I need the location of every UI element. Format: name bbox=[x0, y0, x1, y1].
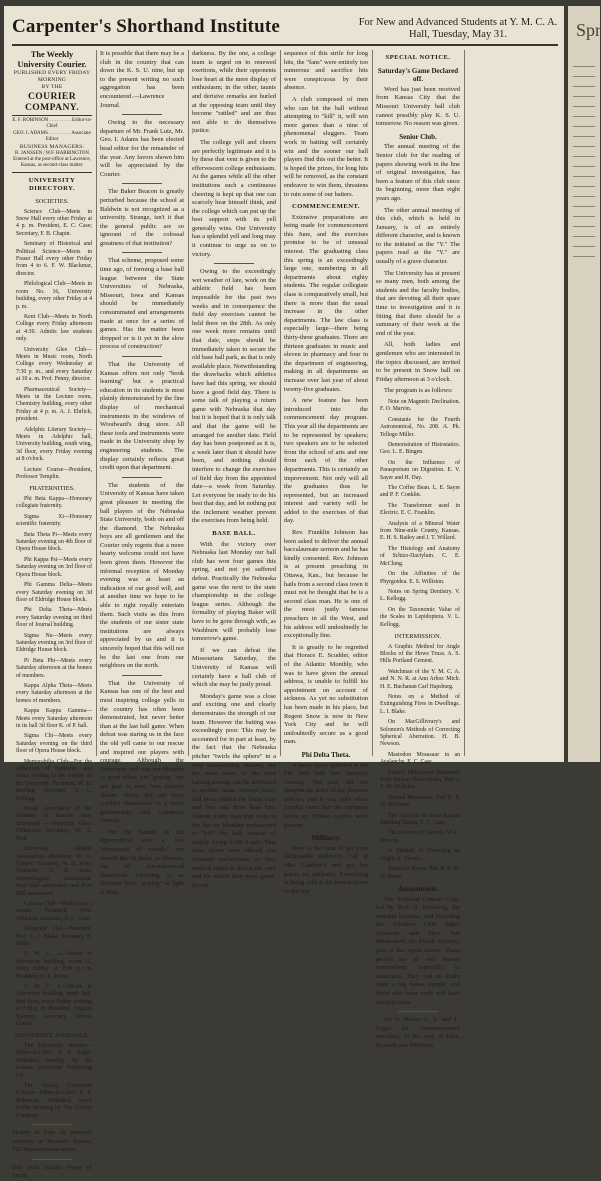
text-line bbox=[573, 66, 595, 67]
divider bbox=[122, 252, 162, 253]
intermission-heading: INTERMISSION. bbox=[394, 632, 442, 640]
divider bbox=[122, 675, 162, 676]
text-line bbox=[573, 186, 595, 187]
article-paragraph: The annual meeting of the Senior club for the reading of papers showing work in the line of original investigation, has been a feature of this club since its beginning, more than eight years ago. bbox=[376, 143, 460, 202]
text-line bbox=[573, 136, 595, 137]
article-paragraph: Extensive preparations are being made for commencement this June, and the exercises promise to be of unusual interest. The graduating class this spring is an exceedingly large one, numbering in all departments about eighty students. The regular collegiate class is comparatively small, but there is more than the usual increase in the other departments. The law class is especially large—there being thirty-three graduates. There are thirteen graduates in music and eleven in pharmacy and four in the department of engineering, making in all departments an increase over last year of about twenty-five graduates. bbox=[284, 213, 368, 393]
nameplate-title: The Weekly University Courier. bbox=[17, 50, 87, 69]
list-item: Lecture Course—President, Professor Templin. bbox=[16, 466, 92, 481]
list-item: Seminary of Historical and Political Science—Meets in Fraser Hall every other Friday from 4 to 6. F. W. Blackmar, director. bbox=[16, 241, 92, 277]
text-line bbox=[573, 106, 595, 107]
editorial-paragraph: Owing to the exceedingly wet weather of late, work on the athletic field has been impossible for the past two weeks and in consequence the field day exercises cannot be held there on the 28th. As only one week more remains until that date, steps should be immediately taken to secure the old base ball park, as that is only available place. Notwithstanding the drawbacks which athletics have had this spring, we should have a good field day. There is some talk of playing a return game with Nebraska that day but it is hoped that it is only talk and that the game will be arranged for another date. Field day has been postponed as it is, a week later than it should have been, and nothing should interfere to change the exercises of field day from the appointed date—a week from Saturday. Let everyone be ready to do his best that day, and let nothing put the inclement weather prevent the exercises from being held. bbox=[192, 268, 276, 525]
list-item: Kappa Alpha Theta—Meets every Saturday afternoon at the homes of members. bbox=[16, 682, 92, 704]
column-rule bbox=[188, 50, 189, 756]
divider bbox=[12, 115, 92, 116]
list-item: Sigma Xi—Honorary scientific fraternity. bbox=[16, 513, 92, 528]
divider bbox=[122, 183, 162, 184]
list-item: Phi Kappa Psi—Meets every Saturday evening on 3rd floor of Opera House block. bbox=[16, 556, 92, 578]
business-heading: BUSINESS MANAGERS: bbox=[19, 143, 85, 150]
tagline-line-2: Hall, Tuesday, May 31. bbox=[409, 29, 507, 40]
phi-delta-heading: Phi Delta Theta. bbox=[301, 750, 351, 759]
business-managers: R. JANSSEN | W.F. HARRINGTON bbox=[15, 150, 89, 156]
article-paragraph: Go to Misses L. E. and L. Engel for commencement novelties, in the way of Hats, Bonnets and Millinery. bbox=[376, 1016, 460, 1049]
program-item: On the Taxonomic Value of the Scales in Lepidoptera. V. L. Kellogg. bbox=[380, 606, 460, 628]
list-item: University Glee Club—Meets in Music room, North College every Wednesday at 7:30 p. m., and every Saturday at 10 a. m. Prof. Penny, director. bbox=[16, 346, 92, 383]
text-line bbox=[573, 96, 595, 97]
column-rule bbox=[280, 50, 281, 756]
article-paragraph: Monday's game was a close and exciting one and clearly demonstrates the strength of our team. However the batting was exceedingly poor. This may be accounted for in part at least, by the fact that the Nebraska pitcher "twirls the sphere" in a very exasperating manner, but the main cause of the poor batting average can be attributed to another cause. Several prizes had been offered for home runs and two and three base hits. Almost every man that went to the bat on Monday endeavored to "kill" the ball, instead of simply trying to hit it safe. That these prizes were offered was certainly unfortunate, as they tend-ed rather to defeat the very end for which they were given. In con- bbox=[192, 692, 276, 889]
program-item: A Graphic Method for Angle Blocks of the Howe Truss. A. S. Hills Portland Cement. bbox=[380, 643, 460, 665]
text-line bbox=[573, 216, 595, 217]
program-item: The Histology and Anatomy of Schizo-Dactylum. C. E. McClung. bbox=[380, 545, 460, 567]
list-item: Phi Delta Theta—Meets every Saturday evening on third floor of Journal building. bbox=[16, 607, 92, 629]
list-item: Memorabilia Club—For the collection of memories and relics relating to the history of the University. President, W. H. Sterling; Secretary, Y. L. Kellogg. bbox=[16, 758, 92, 802]
text-line bbox=[573, 166, 595, 167]
list-item: Pharmaceutical Society—Meets in the Lecture room, Chemistry building, every other Friday at 4 p. m. A. J. Ehrlich, president. bbox=[16, 386, 92, 423]
column-rule bbox=[372, 50, 373, 756]
millinery-heading: Millinery. bbox=[311, 834, 341, 843]
list-item: Science Club—Meets in Snow Hall every other Friday at 4 p. m. President, E. C. Case; Secretary, F. B. Chapin. bbox=[16, 208, 92, 237]
divider bbox=[32, 1124, 72, 1125]
program-item: Notes on Spring Dentistry. V. L. Kellogg. bbox=[380, 588, 460, 603]
fraternities-heading: FRATERNITIES. bbox=[29, 485, 75, 493]
program-item: Notes on a Method of Extinguishing Fires in Dwellings. L. I. Blake. bbox=[380, 693, 460, 715]
base-ball-heading: BASE BALL. bbox=[212, 530, 256, 538]
list-item: Y. W. C. A.—Meets in University building, north hall, first floor, every Friday evening at 7:00 p. m. President, Virginia Spencer; Secretary, Alberta Corbin. bbox=[16, 984, 92, 1028]
list-item: Philological Club—Meets in room No. 16, University building, every other Friday at 4 p. m. bbox=[16, 281, 92, 310]
program-item: The Transformer used in Electric. E. C. Franklin. bbox=[380, 502, 460, 517]
editorial-paragraph: That the University of Kansas has one of the best and most inspiring college yells in the country has often been demonstrated, but never better than at the last ball game. When defeat was staring us in the face the old yell came to our rescue and inspired our players with courage. Although the University yell was not Monday so good offset, yet "gaying," we are glad to note, was entirely absent. Never did our boys conduct themselves in a more gentlemanly and courteous manner. bbox=[100, 679, 184, 825]
article-paragraph: sequence of this strife for long hits, the "fans" were entirely too numerous and sacrifice hits were conspicuous by their absence. bbox=[284, 50, 368, 92]
list-item: Pi Beta Phi—Meets every Saturday afternoon at the homes of members. bbox=[16, 657, 92, 679]
program-item: A Method of Trisecting an Angle. A. Cassey. bbox=[380, 848, 460, 862]
column-1 bbox=[12, 50, 92, 1180]
program-item: Analysis of a Mineral Water from Nine-mile County, Kansas. E. H. S. Bailey and J. T. Willard. bbox=[380, 520, 460, 542]
editorial-paragraph: The students of the University of Kansas have taken great pleasure in meeting the ball players of the Nebraska State University, both on and off the diamond. The Nebraska boys are all gentlemen and the Courier only regrets that a more hearty welcome could not have been given them. However the informal reception of Monday evening was at least an indication of our good will, and at another time we hope to be able to right royally entertain them. Such visits as this from the students of our sister state institutions are always appreciated by us and it is sincerely hoped that this will not be the last one from our neighbors on the north. bbox=[100, 481, 184, 670]
article-paragraph: A club composed of men who can hit the ball without attempting to "kill" it, will win more games than a nine of phenomenal sluggers. Team work in batting will certainly win and the sooner our ball players find this out the better. It is hoped the prizes, for long hits will be removed, as the constant endeavor to win them, threatens to ruin some of our batters. bbox=[284, 95, 368, 198]
tagline-line-1: For New and Advanced Students at Y. M. C. A. bbox=[358, 17, 558, 28]
article-paragraph: If we can defeat the Missourians Saturday, the University of Kansas will certainly have a ball club of which she may be justly proud. bbox=[192, 646, 276, 689]
list-item: Adelphic Literary Society—Meets in Adelphic hall, University building, south wing, 3d floor, every Friday evening at 8 o'clock. bbox=[16, 426, 92, 463]
senior-club-heading: Senior Club. bbox=[399, 132, 437, 141]
article-paragraph: All, both ladies and gentlemen who are interested in the topics discussed, are invited to be present in Snow hall on Friday afternoon at 3 o'clock. bbox=[376, 341, 460, 383]
special-notice-heading: SPECIAL NOTICE. bbox=[385, 54, 451, 61]
editorial-paragraph: The Baker Beacon is greatly perturbed because the school at Baldwin is not recognized as a university. Strange, isn't it that the general public are so ignorant of the colossal greatness of that institution? bbox=[100, 188, 184, 247]
divider bbox=[122, 356, 162, 357]
program-item: Constants for the Fourth Astronomical, No. 208. A. Ph. Tellogo Miller. bbox=[380, 416, 460, 438]
list-item: Camera Club—Meets once a month. President, Prof. Williston; Secretary, E. C. Case. bbox=[16, 900, 92, 922]
text-line bbox=[573, 116, 595, 117]
list-item: The Weekly University Courier—Editor-in-Chief, E. F. Robinson. Published every Friday morning by The Courier Company. bbox=[16, 1083, 92, 1119]
nameplate-by: BY THE bbox=[41, 84, 63, 90]
nameplate-published: PUBLISHED EVERY FRIDAY MORNING bbox=[13, 70, 91, 83]
text-line bbox=[573, 206, 595, 207]
masthead-tagline bbox=[358, 17, 558, 41]
article-paragraph: With the victory over Nebraska last Monday our ball club has won four games this spring, and not yet suffered defeat. Practically the Nebraska game was the next to the state championship in the college league series. Although the formality of playing Baker will have to be gone through with, as Washburn will probably lose tomorrow's game. bbox=[192, 540, 276, 643]
text-line bbox=[573, 76, 595, 77]
divider bbox=[12, 172, 92, 173]
staff-editor: E. F. ROBINSON . . . . . . . . . Editor-in-Chief bbox=[12, 118, 92, 130]
divider bbox=[122, 477, 162, 478]
nameplate bbox=[12, 50, 92, 173]
list-item: University Athletic Association—President, H. C. Cooper; Secretary, W. D. Ross; Treasurer, N. E. Kotz. Intercollegiate Association; Base Ball association and Foot Ball association. bbox=[16, 846, 92, 897]
text-line bbox=[573, 126, 595, 127]
program-item: The Analysis of some Kansas Building Stones. E. C. Case. bbox=[380, 812, 460, 827]
newspaper-page bbox=[4, 6, 564, 1180]
column-2 bbox=[100, 50, 184, 897]
program-item: Extinct Pleistocene Mammals from Kansas Pleurodonta, Part I. S. W. Williston. bbox=[380, 769, 460, 791]
text-line bbox=[573, 176, 595, 177]
divider bbox=[398, 1011, 438, 1012]
directory-title: UNIVERSITY DIRECTORY. bbox=[28, 176, 76, 193]
article-paragraph: The other annual meeting of this club, which is held in January, is of an entirely different character, and is known to the initiated as the "Y." The papers read at the "Y." are usually of a grave character. bbox=[376, 206, 460, 266]
text-line bbox=[573, 196, 595, 197]
editorial-paragraph: For the benefit of the hypercritical and a few "dispensers of morals," we should like to make as obvious, but oft misunderstood distinction. Cheering is as different from "gaying" as light is from bbox=[100, 828, 184, 897]
program-item: Watchman of the Y. M. C. A. and N. N. R. at Ann Arbor. Mich. H. E. Buchanan Carl Hapsburg. bbox=[380, 668, 460, 690]
list-item: Sigma Nu—Meets every Saturday evening on 3rd floor of Eldridge House block. bbox=[16, 632, 92, 654]
program-item: Brazilian Snipes. Part II. E. W. W. Dunn. bbox=[380, 866, 460, 880]
program-item: The Coffee Bean. L. E. Sayre and P. F. Conklin. bbox=[380, 485, 460, 499]
article-paragraph: Word has just been received from Kansas City that the Missouri University ball club cannot possibly play K. S. U. tomorrow. No reason was given. bbox=[376, 85, 460, 128]
column-rule bbox=[96, 50, 97, 756]
editorial-paragraph: It is possible that there may be a club in the country that can down the K. S. U. nine, but up to the present writing no such aggregation has been encountered.—Lawrence Journal. bbox=[100, 50, 184, 109]
column-3 bbox=[192, 50, 276, 889]
article-paragraph: Now is the time to get your fashionable millinery. Call at Mrs. Gardner's and get her prices on millinery. Everything is being sold at the lowest prices in the city. bbox=[284, 844, 368, 895]
nameplate-company: COURIER COMPANY. bbox=[24, 91, 80, 113]
editorial-paragraph: That the University of Kansas offers not only "book learning" but a practical education in its students is most plainly demonstrated by the fine display of mechanical instruments in the windows of Woodward's drug store. All these tools and instruments were made in the University shop by engineering students. The display certainly reflects great credit upon that department. bbox=[100, 361, 184, 472]
ad-money-to-loan: Money to loan on personal property at Passon's Bazaar, 723 Massachusetts street. bbox=[12, 1129, 92, 1154]
masthead-ad: Carpenter's Shorthand Institute bbox=[12, 16, 280, 37]
column-4 bbox=[284, 50, 368, 895]
article-paragraph: A new feature has been introduced into the commencement day program. This year all the departments are to be represented by speakers; two speakers are to be selected from the school of arts and one from each of the other departments. This is certainly an improvement. Not only will all the graduates thus be represented, but an increased interest and variety will be added to the exercises of that day. bbox=[284, 397, 368, 525]
text-line bbox=[573, 86, 595, 87]
list-item: Y. M. C. A.—Meets in University building, room 11, every Friday at 7:00 p. m. President, D. E. Potter. bbox=[16, 951, 92, 980]
list-item: Beta Theta Pi—Meets every Saturday evening on 4th floor of Opera House block. bbox=[16, 531, 92, 553]
divider bbox=[214, 263, 254, 264]
article-paragraph: Rev. Franklin Johnson has been asked to deliver the annual baccalaureate sermon and he has kindly consented. Rev. Johnson is at present preaching in Ottawa, Kan., but because he hails from a second class town it must not be thought that he is a second class man. He is one of the most justly famous preachers in all the West, and his address will undoubtedly be exceptionally fine. bbox=[284, 529, 368, 640]
column-rule bbox=[464, 50, 465, 756]
text-line bbox=[573, 156, 595, 157]
adjacent-page-edge bbox=[568, 6, 600, 762]
article-paragraph: The Schubert Concert Club, led by Prof. S. Kronberg, the eminent baritone, and including the Schubert Club ladies Quartette and Herr Van Maidenhall, the Polish violinist, play a the opera house. These people are all well known everywhere, especially to musicians. They will no doubt draw a big house tonight, and those who come early will have the best seats. bbox=[376, 895, 460, 1006]
editorial-paragraph: Owing to the necessary departure of Mr. Frank Lutz, Mr. Geo. I. Adams has been elected head editor for the remainder of the year. Any favors shown him will be appreciated by the Courier. bbox=[100, 119, 184, 178]
list-item: Kent Club—Meets in North College every Friday afternoon at 4:30. Admits law students only. bbox=[16, 313, 92, 343]
journals-heading: UNIVERSITY JOURNALS. bbox=[15, 1032, 89, 1040]
article-paragraph: The University has at present so many men, both among the students and the faculty bodies, that are devoting all their spare time to investigation and it is fitting that there should be a summary of their work at the end of the year. bbox=[376, 269, 460, 337]
article-paragraph: A merry party gathered in the Phi Delt hall last Saturday evening. The rain did not dampen the ardor of the pleasure seekers, and it was only when Sunday came that the company broke up. Fifteen couples were present. bbox=[284, 761, 368, 829]
societies-heading: SOCIETIES. bbox=[35, 198, 69, 206]
program-item: Dermal Mesosaurs, Part II. S. W. Williston. bbox=[380, 794, 460, 809]
article-paragraph: It is greatly to be regretted that Horace E. Scudder, editor of the Atlantic Monthly, who was to have given the annual address, is unable to fulfill his appointment on account of sickness. As yet no substitution has been made in his place, but Regent Snow is now in New York City and he will undoubtedly secure us a good man. bbox=[284, 643, 368, 746]
program-item: On the Influence of Parasporium on Digestion. E. V. Sayer and H. Day. bbox=[380, 459, 460, 481]
editorial-paragraph: That scheme, proposed some time ago, of forming a base ball league between the State Universities of Nebraska, Missouri, Iowa and Kansas should be immediately consummated and arrangements made at once for a series of games. Has the matter been dropped or is it yet in the slow process of construction? bbox=[100, 257, 184, 351]
commencement-heading: COMMENCEMENT. bbox=[291, 203, 361, 211]
list-item: Kappa Kappa Gamma—Meets every Saturday afternoon in its hall 3d floor K. of P. hall. bbox=[16, 708, 92, 729]
text-line bbox=[573, 146, 595, 147]
entered-notice: Entered at the post-office at Lawrence, Kansas, as second-class matter. bbox=[13, 157, 91, 169]
editorial-paragraph: darkness. By the one, a college team is urged on to renewed exertions, while their opponents lose heart at the mere display of enthusiasm; in the other, taunts and derisive remarks are hurled at the opposing team until they become "rattled" and are thus not able to do themselves justice. bbox=[192, 50, 276, 135]
text-line bbox=[573, 256, 595, 257]
list-item: Oread Association of the Students of Kansas State University — President, Albert Fulkerson; Secretary, W. E. Park. bbox=[16, 806, 92, 842]
divider bbox=[122, 114, 162, 115]
text-line bbox=[573, 236, 595, 237]
article-paragraph: The program is as follows: bbox=[384, 387, 453, 395]
ad-sunday-paper: Buy your Sunday Paper of Smith. bbox=[12, 1163, 92, 1180]
list-item: The University Review—Editor-in-Chief, E. F. Engel. Published monthly by the Kansas University Publishing Co. bbox=[16, 1043, 92, 1079]
column-6 bbox=[468, 50, 558, 756]
program-item: On the Affinities of the Phyrgoidea. E. S. Williston. bbox=[380, 571, 460, 585]
text-line bbox=[573, 246, 595, 247]
list-item: Phi Beta Kappa—Honorary collegiate fraternity. bbox=[16, 496, 92, 510]
list-item: Sigma Chi—Meets every Saturday evening on the third floor of Opera House block. bbox=[16, 733, 92, 755]
adjacent-page-heading-fragment: Spr bbox=[576, 20, 601, 40]
list-item: Phi Gamma Delta—Meets every Saturday evening on 3d floor of Eldridge House block. bbox=[16, 582, 92, 603]
program-item: Note on Magnetic Declination. F. O. Marvin. bbox=[380, 398, 460, 413]
program-item: Mastodon Mosasaur in an Avalanche. E. C. Case. bbox=[380, 751, 460, 766]
text-line bbox=[573, 226, 595, 227]
list-item: Telegraph Club—President, Prof. L. I. Blake; Secretary, E. Bixby. bbox=[16, 926, 92, 947]
staff-associate: GEO. I. ADAMS . . . . . . . . . Associate Editor bbox=[13, 130, 91, 143]
divider bbox=[32, 1159, 72, 1160]
program-item: Demonstration of Histostatics. Geo. L. E. Bingen. bbox=[380, 442, 460, 456]
amusements-heading: Amusements. bbox=[397, 884, 439, 893]
game-off-heading: Saturday's Game Declared off. bbox=[377, 66, 459, 84]
page-header bbox=[12, 16, 558, 46]
editorial-paragraph: The college yell and cheers are perfectly legitimate and it is by these that vent is given to the effervescent college enthusiasm. At the games while all the other institutions such a continuous cheering is kept up that one can scarcely hear himself think, and the college which can put up the best support with its yell generally wins. Our University has a splendid yell and long may it continue to urge us on to victory. bbox=[192, 138, 276, 258]
program-item: The Dioceae of Geneva. W. C. Stevens. bbox=[380, 830, 460, 844]
column-5 bbox=[376, 50, 460, 1049]
program-item: On MacGillivrary's and Solomon's Methods of Correcting Spherical Aberration. H. B. Newson. bbox=[380, 719, 460, 748]
